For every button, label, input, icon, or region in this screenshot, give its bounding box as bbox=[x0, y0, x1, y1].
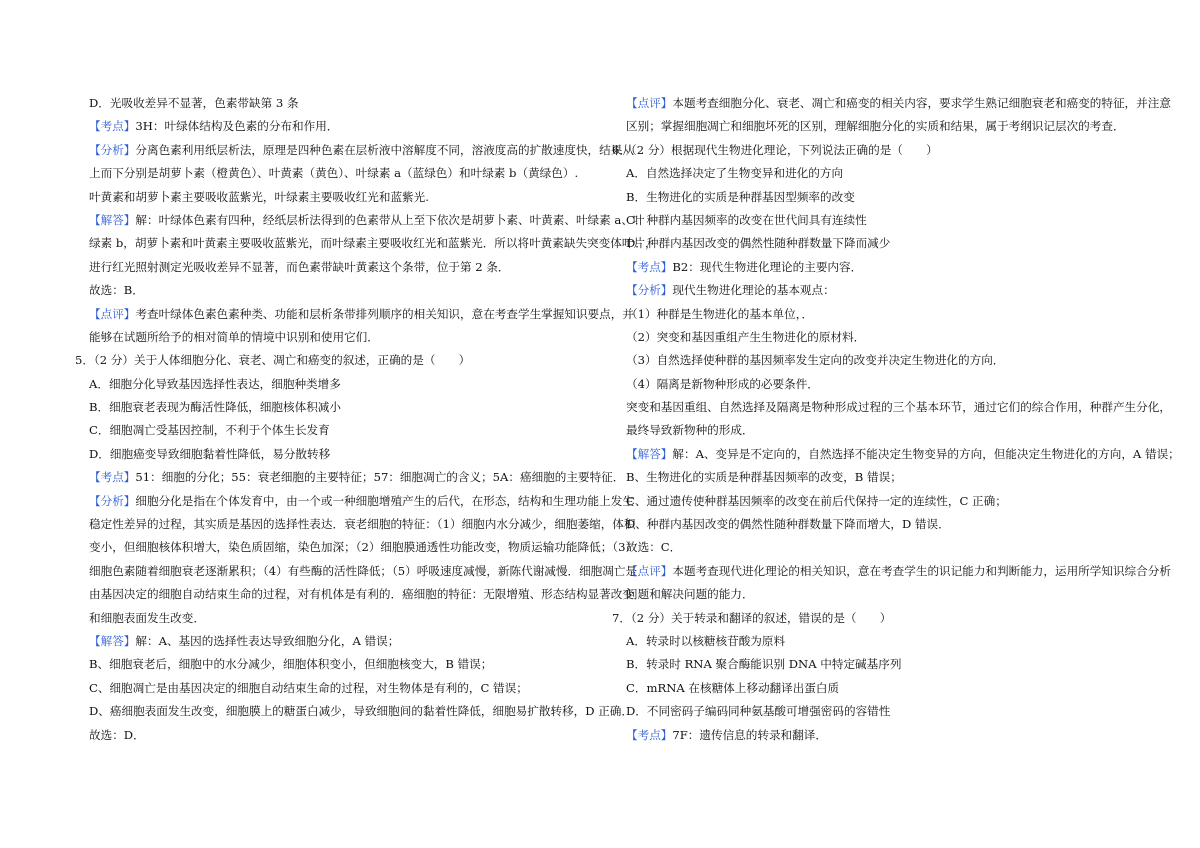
line-text: B．生物进化的实质是种群基因型频率的改变 bbox=[626, 189, 855, 204]
text-line bbox=[75, 466, 625, 489]
section-tag: 【考点】 bbox=[626, 727, 673, 742]
line-text: 51：细胞的分化；55：衰老细胞的主要特征；57：细胞凋亡的含义；5A：癌细胞的主要特征． bbox=[135, 470, 625, 485]
text-line bbox=[75, 209, 645, 232]
text-line bbox=[612, 209, 1122, 232]
line-text: D．细胞癌变导致细胞黏着性降低，易分散转移 bbox=[89, 446, 331, 461]
text-line bbox=[75, 139, 634, 162]
text-line bbox=[75, 630, 585, 653]
line-text: B、生物进化的实质是种群基因频率的改变，B 错误； bbox=[626, 470, 902, 485]
line-text: 故选：D． bbox=[89, 727, 145, 742]
text-line bbox=[75, 303, 634, 326]
line-text: A．细胞分化导致基因选择性表达，细胞种类增多 bbox=[89, 376, 341, 391]
line-text: 区别；掌握细胞凋亡和细胞坏死的区别，理解细胞分化的实质和结果，属于考纲识记层次的考查． bbox=[626, 119, 1125, 134]
line-text: D．光吸收差异不显著，色素带缺第 3 条 bbox=[89, 96, 299, 110]
text-line bbox=[612, 466, 1122, 489]
text-line bbox=[612, 583, 1122, 606]
text-line bbox=[612, 653, 1122, 676]
line-text: 变小，但细胞核体积增大，染色质固缩，染色加深；（2）细胞膜通透性功能改变，物质运输功能降低；（3） bbox=[89, 540, 638, 555]
text-line bbox=[612, 490, 1122, 513]
line-text: 6．（2 分）根据现代生物进化理论，下列说法正确的是（ ） bbox=[612, 142, 938, 157]
line-text: （4）隔离是新物种形成的必要条件． bbox=[626, 376, 819, 391]
text-line bbox=[75, 560, 638, 583]
line-text: 能够在试题所给予的相对简单的情境中识别和使用它们． bbox=[89, 329, 379, 344]
text-line bbox=[75, 536, 638, 559]
line-text: B．转录时 RNA 聚合酶能识别 DNA 中特定碱基序列 bbox=[626, 657, 902, 672]
text-line bbox=[75, 653, 585, 676]
section-tag: 【考点】 bbox=[89, 470, 136, 485]
text-line bbox=[75, 490, 634, 513]
text-line bbox=[612, 513, 1122, 536]
text-line bbox=[612, 303, 1122, 326]
text-line bbox=[612, 443, 1180, 466]
text-line bbox=[612, 326, 1122, 349]
section-tag: 【分析】 bbox=[89, 142, 136, 157]
text-line bbox=[612, 139, 1122, 162]
line-text: B2：现代生物进化理论的主要内容． bbox=[672, 259, 863, 274]
text-line bbox=[75, 583, 634, 606]
text-line bbox=[612, 373, 1122, 396]
text-line bbox=[75, 419, 585, 442]
line-text: 现代生物进化理论的基本观点： bbox=[672, 283, 835, 298]
text-line bbox=[75, 279, 585, 302]
text-line bbox=[612, 115, 1125, 138]
section-tag: 【解答】 bbox=[89, 633, 136, 648]
line-text: 细胞分化是指在个体发育中，由一个或一种细胞增殖产生的后代，在形态，结构和生理功能上发生 bbox=[135, 493, 634, 508]
line-text: 分离色素利用纸层析法，原理是四种色素在层析液中溶解度不同，溶液度高的扩散速度快，结果从 bbox=[135, 142, 634, 157]
line-text: 细胞色素随着细胞衰老逐渐累积；（4）有些酶的活性降低；（5）呼吸速度减慢，新陈代谢减慢．细胞凋亡是 bbox=[89, 563, 638, 578]
section-tag: 【分析】 bbox=[89, 493, 136, 508]
text-line bbox=[75, 232, 657, 255]
line-text: D．不同密码子编码同种氨基酸可增强密码的容错性 bbox=[626, 704, 891, 719]
line-text: 叶黄素和胡萝卜素主要吸收蓝紫光，叶绿素主要吸收红光和蓝紫光. bbox=[89, 189, 429, 204]
line-text: （1）种群是生物进化的基本单位，． bbox=[626, 306, 814, 321]
right-column bbox=[612, 92, 1180, 747]
line-text: 5．（2 分）关于人体细胞分化、衰老、凋亡和癌变的叙述，正确的是（ ） bbox=[75, 353, 471, 368]
line-text: 上而下分别是胡萝卜素（橙黄色）、叶黄素（黄色）、叶绿素 a（蓝绿色）和叶绿素 b（黄绿色）. bbox=[89, 166, 579, 181]
line-text: 解：叶绿体色素有四种，经纸层析法得到的色素带从上至下依次是胡萝卜素、叶黄素、叶绿素 a、叶 bbox=[135, 212, 645, 227]
line-text: （2）突变和基因重组产生生物进化的原材料． bbox=[626, 329, 866, 344]
line-text: 由基因决定的细胞自动结束生命的过程，对有机体是有利的．癌细胞的特征：无限增殖、形态结构显著改变 bbox=[89, 587, 634, 602]
text-line bbox=[612, 279, 1122, 302]
text-line bbox=[75, 92, 585, 115]
section-tag: 【考点】 bbox=[626, 259, 673, 274]
text-line bbox=[612, 162, 1122, 185]
line-text: 7．（2 分）关于转录和翻译的叙述，错误的是（ ） bbox=[612, 610, 892, 625]
text-line bbox=[612, 630, 1122, 653]
line-text: 问题和解决问题的能力． bbox=[626, 587, 754, 602]
section-tag: 【点评】 bbox=[626, 563, 673, 578]
section-tag: 【点评】 bbox=[89, 306, 136, 321]
text-line bbox=[75, 373, 585, 396]
section-tag: 【点评】 bbox=[626, 96, 673, 110]
text-line bbox=[75, 186, 585, 209]
line-text: 3H：叶绿体结构及色素的分布和作用． bbox=[135, 119, 339, 134]
text-line bbox=[75, 513, 636, 536]
text-line bbox=[612, 677, 1122, 700]
text-line bbox=[612, 536, 1122, 559]
text-line bbox=[612, 396, 1171, 419]
section-tag: 【解答】 bbox=[626, 446, 673, 461]
text-line bbox=[75, 677, 585, 700]
line-text: 考查叶绿体色素色素种类、功能和层析条带排列顺序的相关知识，意在考查学生掌握知识要点，并 bbox=[135, 306, 634, 321]
line-text: C、通过遗传使种群基因频率的改变在前后代保持一定的连续性，C 正确； bbox=[626, 493, 1007, 508]
text-line bbox=[75, 700, 633, 723]
line-text: 突变和基因重组、自然选择及隔离是物种形成过程的三个基本环节，通过它们的综合作用，种群产生分化， bbox=[626, 400, 1171, 415]
line-text: （3）自然选择使种群的基因频率发生定向的改变并决定生物进化的方向． bbox=[626, 353, 1005, 368]
text-line bbox=[612, 419, 1122, 442]
line-text: 解：A、基因的选择性表达导致细胞分化，A 错误； bbox=[135, 633, 400, 648]
text-line bbox=[612, 349, 1122, 372]
text-line bbox=[612, 256, 1122, 279]
section-tag: 【解答】 bbox=[89, 212, 136, 227]
line-text: C、细胞凋亡是由基因决定的细胞自动结束生命的过程，对生物体是有利的，C 错误； bbox=[89, 680, 528, 695]
line-text: 绿素 b，胡萝卜素和叶黄素主要吸收蓝紫光，而叶绿素主要吸收红光和蓝紫光．所以将叶黄素缺失突变体叶片， bbox=[89, 236, 657, 251]
line-text: 稳定性差异的过程，其实质是基因的选择性表达．衰老细胞的特征：（1）细胞内水分减少，细胞萎缩，体积 bbox=[89, 517, 636, 532]
line-text: 最终导致新物种的形成． bbox=[626, 423, 754, 438]
line-text: D．种群内基因改变的偶然性随种群数量下降而减少 bbox=[626, 236, 891, 251]
line-text: 进行红光照射测定光吸收差异不显著，而色素带缺叶黄素这个条带，位于第 2 条． bbox=[89, 259, 510, 274]
text-line bbox=[75, 162, 585, 185]
section-tag: 【分析】 bbox=[626, 283, 673, 298]
text-line bbox=[75, 607, 585, 630]
text-line bbox=[612, 724, 1122, 747]
line-text: C．mRNA 在核糖体上移动翻译出蛋白质 bbox=[626, 680, 840, 695]
line-text: A．自然选择决定了生物变异和进化的方向 bbox=[626, 166, 844, 181]
text-line bbox=[75, 396, 585, 419]
text-line bbox=[612, 560, 1171, 583]
line-text: 本题考查细胞分化、衰老、凋亡和癌变的相关内容，要求学生熟记细胞衰老和癌变的特征，并注意 bbox=[672, 96, 1171, 110]
line-text: C．种群内基因频率的改变在世代间具有连续性 bbox=[626, 212, 867, 227]
line-text: 解：A、变异是不定向的，自然选择不能决定生物变异的方向，但能决定生物进化的方向，A 错误； bbox=[672, 446, 1180, 461]
line-text: A．转录时以核糖核苷酸为原料 bbox=[626, 633, 786, 648]
line-text: D、种群内基因改变的偶然性随种群数量下降而增大，D 错误． bbox=[626, 517, 950, 532]
text-line bbox=[612, 186, 1122, 209]
text-line bbox=[75, 115, 585, 138]
line-text: 7F：遗传信息的转录和翻译． bbox=[672, 727, 827, 742]
text-line bbox=[75, 443, 585, 466]
line-text: D、癌细胞表面发生改变，细胞膜上的糖蛋白减少，导致细胞间的黏着性降低，细胞易扩散转移，D 正确． bbox=[89, 704, 633, 719]
line-text: 本题考查现代进化理论的相关知识，意在考查学生的识记能力和判断能力，运用所学知识综合分析 bbox=[672, 563, 1171, 578]
line-text: B、细胞衰老后，细胞中的水分减少，细胞体积变小，但细胞核变大，B 错误； bbox=[89, 657, 493, 672]
text-line bbox=[612, 92, 1171, 115]
line-text: 和细胞表面发生改变． bbox=[89, 610, 205, 625]
text-line bbox=[612, 232, 1122, 255]
text-line bbox=[612, 607, 1122, 630]
line-text: 故选：B． bbox=[89, 283, 144, 298]
line-text: 故选：C． bbox=[626, 540, 682, 555]
line-text: C．细胞凋亡受基因控制，不利于个体生长发育 bbox=[89, 423, 330, 438]
line-text: B．细胞衰老表现为酶活性降低，细胞核体积减小 bbox=[89, 400, 341, 415]
text-line bbox=[75, 256, 585, 279]
section-tag: 【考点】 bbox=[89, 119, 136, 134]
text-line bbox=[75, 349, 585, 372]
text-line bbox=[75, 326, 585, 349]
text-line bbox=[612, 700, 1122, 723]
text-line bbox=[75, 724, 585, 747]
